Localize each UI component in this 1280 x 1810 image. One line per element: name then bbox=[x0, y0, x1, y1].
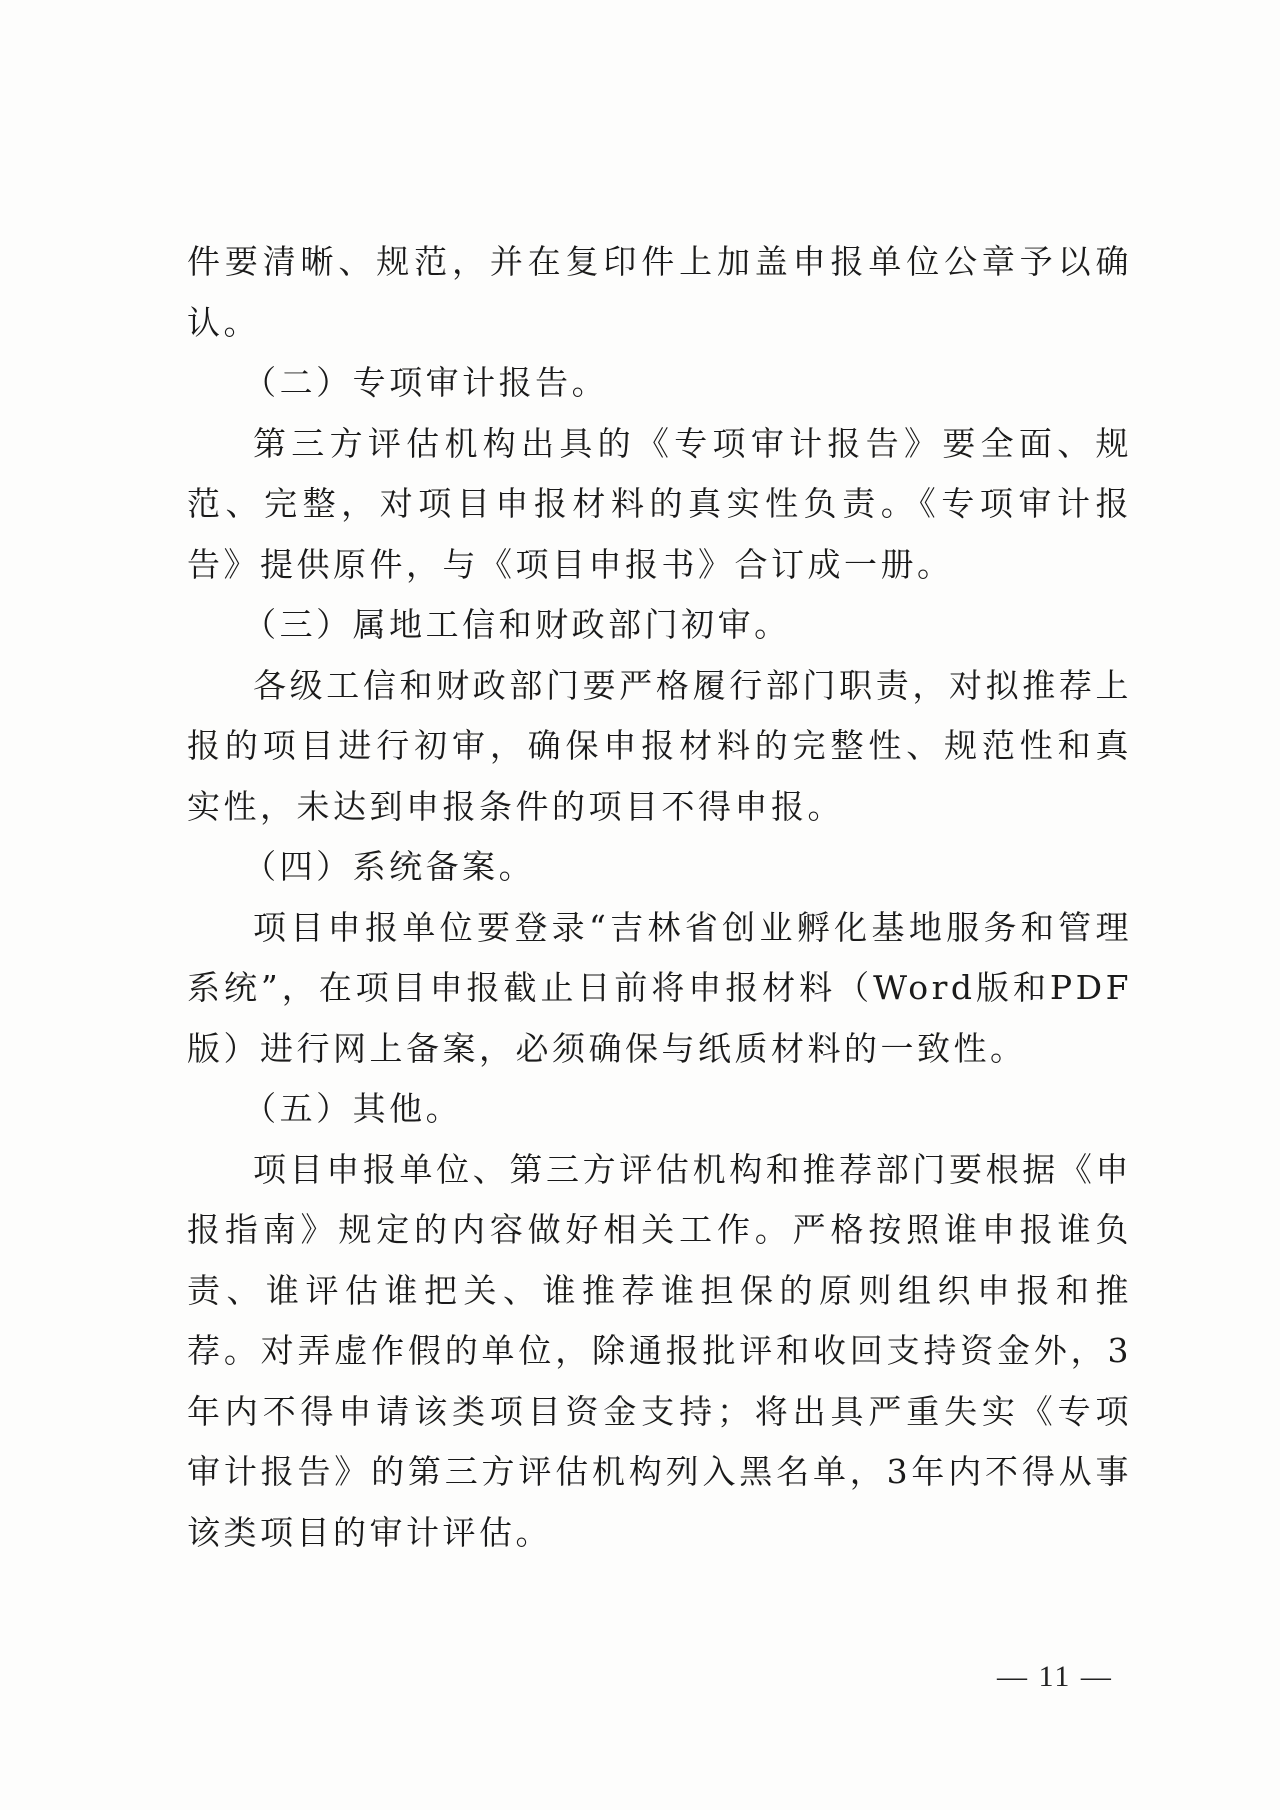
page-number: — 11 — bbox=[997, 1660, 1113, 1693]
section-heading-5: （五）其他。 bbox=[243, 1089, 463, 1128]
section-heading-2: （二）专项审计报告。 bbox=[243, 363, 609, 402]
paragraph-preliminary-review: 各级工信和财政部门要严格履行部门职责，对拟推荐上报的项目进行初审，确保申报材料的完整性、规范性和真实性，未达到申报条件的项目不得申报。 bbox=[187, 665, 1132, 826]
document-body bbox=[187, 232, 1132, 1563]
section-heading-3: （三）属地工信和财政部门初审。 bbox=[243, 605, 791, 644]
paragraph-other: 项目申报单位、第三方评估机构和推荐部门要根据《申报指南》规定的内容做好相关工作。严格按照谁申报谁负责、谁评估谁把关、谁推荐谁担保的原则组织申报和推荐。对弄虚作假的单位，除通报批评和收回支持资金外，3年内不得申请该类项目资金支持；将出具严重失实《专项审计报告》的第三方评估机构列入黑名单，3年内不得从事该类项目的审计评估。 bbox=[187, 1149, 1132, 1552]
section-heading-4: （四）系统备案。 bbox=[243, 847, 536, 886]
paragraph-system-filing: 项目申报单位要登录“吉林省创业孵化基地服务和管理系统”，在项目申报截止日前将申报材料（Word版和PDF版）进行网上备案，必须确保与纸质材料的一致性。 bbox=[187, 907, 1132, 1068]
paragraph-audit-report: 第三方评估机构出具的《专项审计报告》要全面、规范、完整，对项目申报材料的真实性负责。《专项审计报告》提供原件，与《项目申报书》合订成一册。 bbox=[187, 423, 1132, 584]
paragraph-continuation: 件要清晰、规范，并在复印件上加盖申报单位公章予以确认。 bbox=[187, 242, 1132, 342]
